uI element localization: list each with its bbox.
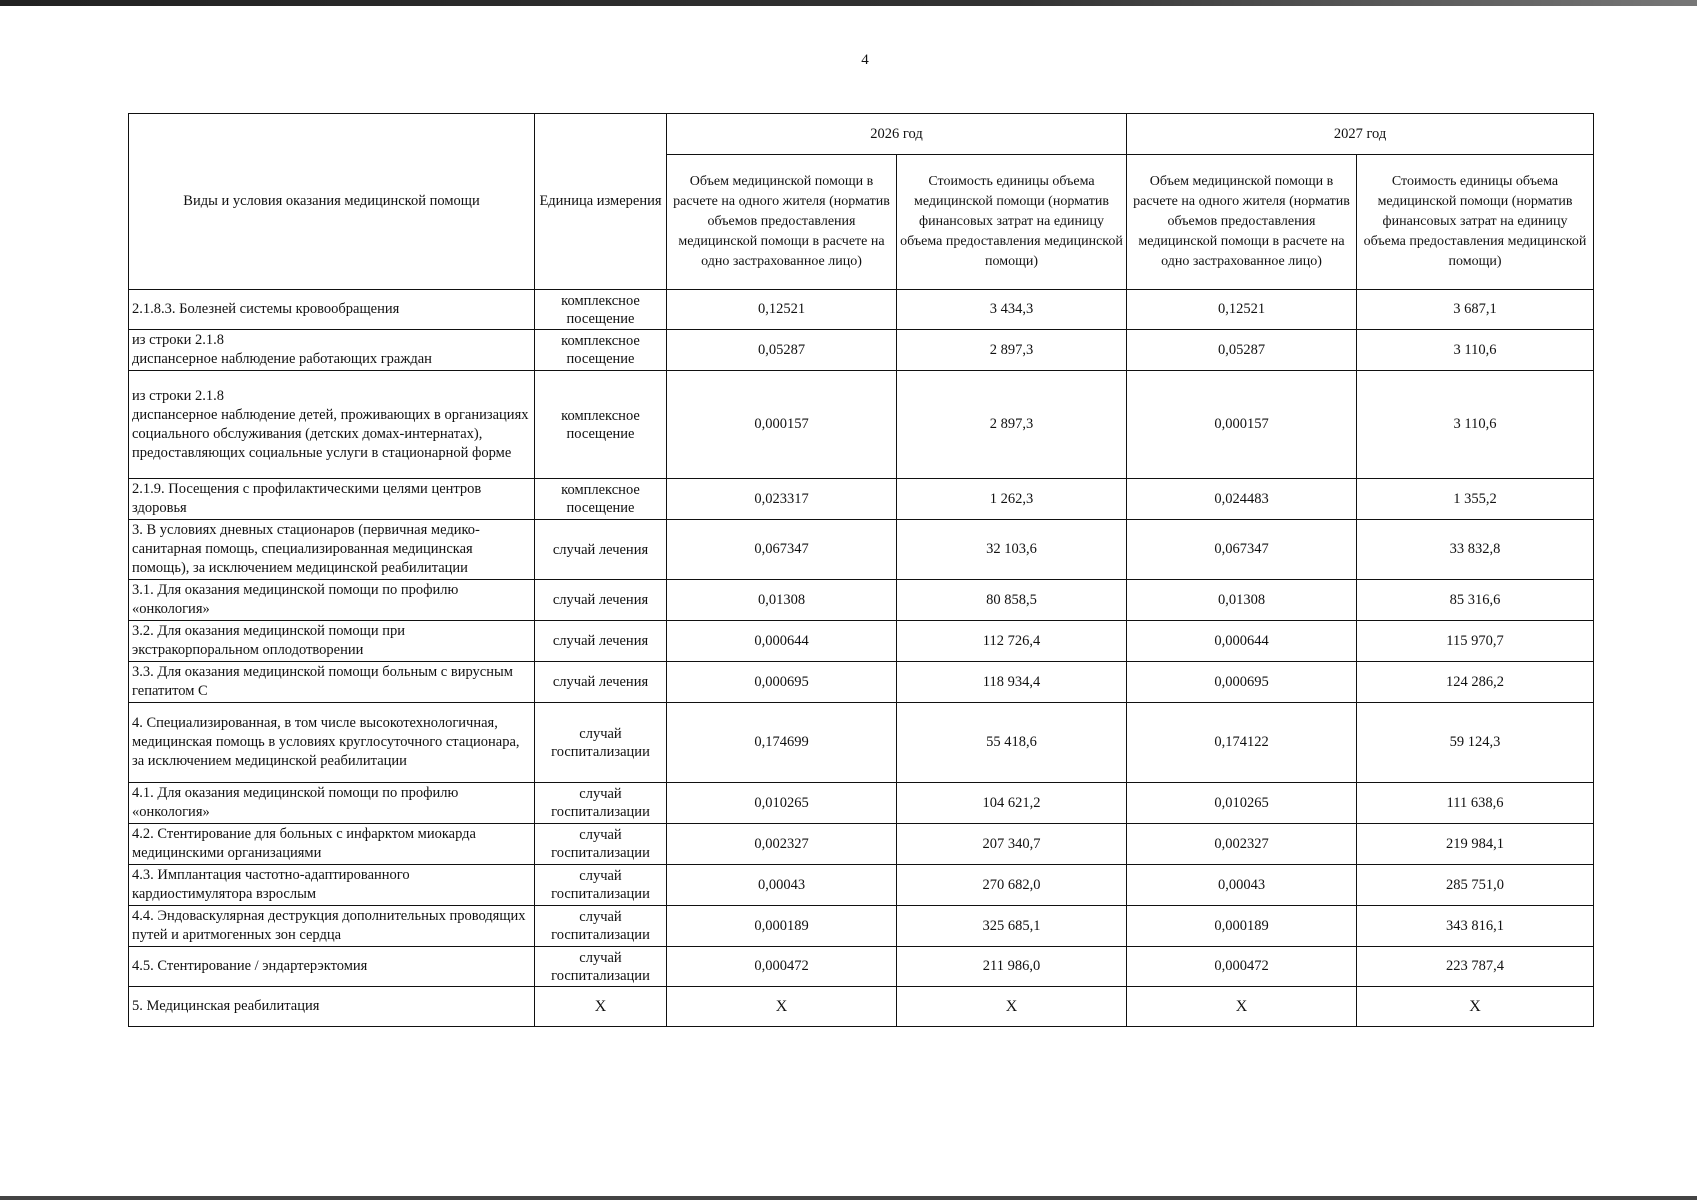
- row-description: 5. Медицинская реабилитация: [129, 987, 535, 1027]
- row-cost-2027: 85 316,6: [1357, 580, 1594, 621]
- row-cost-2027: Х: [1357, 987, 1594, 1027]
- row-cost-2026: 2 897,3: [897, 371, 1127, 479]
- row-cost-2026: 32 103,6: [897, 520, 1127, 580]
- table-row: [129, 479, 1594, 520]
- row-cost-2027: 1 355,2: [1357, 479, 1594, 520]
- row-description: из строки 2.1.8 диспансерное наблюдение работающих граждан: [129, 330, 535, 371]
- header-year-2027: 2027 год: [1127, 114, 1594, 155]
- row-volume-2027: 0,067347: [1127, 520, 1357, 580]
- row-volume-2026: 0,000644: [667, 621, 897, 662]
- header-kind: Виды и условия оказания медицинской помощи: [129, 114, 535, 290]
- table-row: [129, 520, 1594, 580]
- header-unit: Единица измерения: [535, 114, 667, 290]
- row-cost-2026: 211 986,0: [897, 947, 1127, 987]
- row-description: 4.2. Стентирование для больных с инфарктом миокарда медицинскими организациями: [129, 824, 535, 865]
- row-cost-2027: 3 687,1: [1357, 290, 1594, 330]
- row-cost-2026: 270 682,0: [897, 865, 1127, 906]
- row-cost-2027: 223 787,4: [1357, 947, 1594, 987]
- row-cost-2027: 3 110,6: [1357, 330, 1594, 371]
- row-volume-2027: 0,010265: [1127, 783, 1357, 824]
- row-cost-2027: 219 984,1: [1357, 824, 1594, 865]
- row-cost-2026: Х: [897, 987, 1127, 1027]
- row-volume-2027: 0,01308: [1127, 580, 1357, 621]
- row-volume-2027: Х: [1127, 987, 1357, 1027]
- row-cost-2026: 118 934,4: [897, 662, 1127, 703]
- table-row: [129, 906, 1594, 947]
- row-volume-2027: 0,174122: [1127, 703, 1357, 783]
- page-number: 4: [861, 52, 869, 68]
- row-cost-2026: 2 897,3: [897, 330, 1127, 371]
- row-volume-2026: 0,12521: [667, 290, 897, 330]
- row-unit: комплексное посещение: [535, 479, 667, 520]
- row-volume-2027: 0,002327: [1127, 824, 1357, 865]
- row-cost-2027: 343 816,1: [1357, 906, 1594, 947]
- row-unit: комплексное посещение: [535, 371, 667, 479]
- row-cost-2026: 80 858,5: [897, 580, 1127, 621]
- row-volume-2027: 0,000157: [1127, 371, 1357, 479]
- row-cost-2027: 124 286,2: [1357, 662, 1594, 703]
- row-unit: случай госпитализации: [535, 865, 667, 906]
- row-description: 3.3. Для оказания медицинской помощи больным с вирусным гепатитом С: [129, 662, 535, 703]
- header-year-2026: 2026 год: [667, 114, 1127, 155]
- row-volume-2026: 0,000189: [667, 906, 897, 947]
- row-unit: случай госпитализации: [535, 824, 667, 865]
- row-cost-2027: 285 751,0: [1357, 865, 1594, 906]
- table-row: [129, 783, 1594, 824]
- row-volume-2026: 0,010265: [667, 783, 897, 824]
- norms-table: [128, 113, 1594, 1027]
- row-description: 2.1.9. Посещения с профилактическими целями центров здоровья: [129, 479, 535, 520]
- table-row: [129, 371, 1594, 479]
- scan-edge-bottom: [0, 1196, 1697, 1200]
- header-volume-2027: Объем медицинской помощи в расчете на одного жителя (норматив объемов предоставления медицинской помощи в расчете на одно застрахованное лицо): [1127, 155, 1357, 290]
- row-volume-2026: 0,000157: [667, 371, 897, 479]
- row-volume-2027: 0,12521: [1127, 290, 1357, 330]
- row-description: 4.5. Стентирование / эндартерэктомия: [129, 947, 535, 987]
- row-cost-2027: 33 832,8: [1357, 520, 1594, 580]
- row-cost-2026: 3 434,3: [897, 290, 1127, 330]
- row-unit: случай лечения: [535, 621, 667, 662]
- table-row: [129, 580, 1594, 621]
- row-description: 3. В условиях дневных стационаров (первичная медико-санитарная помощь, специализированная медицинская помощь), за исключением медицинской реабилитации: [129, 520, 535, 580]
- row-unit: случай госпитализации: [535, 947, 667, 987]
- row-volume-2026: 0,00043: [667, 865, 897, 906]
- table-row: [129, 290, 1594, 330]
- row-volume-2027: 0,000189: [1127, 906, 1357, 947]
- row-unit: комплексное посещение: [535, 330, 667, 371]
- row-cost-2026: 104 621,2: [897, 783, 1127, 824]
- row-cost-2027: 59 124,3: [1357, 703, 1594, 783]
- row-cost-2026: 207 340,7: [897, 824, 1127, 865]
- row-description: 4. Специализированная, в том числе высокотехнологичная, медицинская помощь в условиях круглосуточного стационара, за исключением медицинской реабилитации: [129, 703, 535, 783]
- header-cost-2027: Стоимость единицы объема медицинской помощи (норматив финансовых затрат на единицу объема предоставления медицинской помощи): [1357, 155, 1594, 290]
- row-cost-2026: 112 726,4: [897, 621, 1127, 662]
- row-unit: Х: [535, 987, 667, 1027]
- table-row: [129, 947, 1594, 987]
- row-volume-2027: 0,000644: [1127, 621, 1357, 662]
- row-cost-2026: 1 262,3: [897, 479, 1127, 520]
- table-row: [129, 824, 1594, 865]
- row-unit: случай лечения: [535, 580, 667, 621]
- row-volume-2026: 0,067347: [667, 520, 897, 580]
- row-cost-2026: 55 418,6: [897, 703, 1127, 783]
- row-description: из строки 2.1.8 диспансерное наблюдение детей, проживающих в организациях социального обслуживания (детских домах-интернатах), предоставляющих социальные услуги в стационарной форме: [129, 371, 535, 479]
- row-volume-2026: 0,002327: [667, 824, 897, 865]
- row-description: 3.2. Для оказания медицинской помощи при экстракорпоральном оплодотворении: [129, 621, 535, 662]
- row-volume-2026: Х: [667, 987, 897, 1027]
- table-row: [129, 865, 1594, 906]
- row-cost-2027: 3 110,6: [1357, 371, 1594, 479]
- table-row: [129, 662, 1594, 703]
- scan-edge-top: [0, 0, 1697, 6]
- header-volume-2026: Объем медицинской помощи в расчете на одного жителя (норматив объемов предоставления медицинской помощи в расчете на одно застрахованное лицо): [667, 155, 897, 290]
- row-volume-2027: 0,05287: [1127, 330, 1357, 371]
- table-body: [129, 290, 1594, 1027]
- row-description: 4.4. Эндоваскулярная деструкция дополнительных проводящих путей и аритмогенных зон сердца: [129, 906, 535, 947]
- row-cost-2027: 115 970,7: [1357, 621, 1594, 662]
- row-unit: случай госпитализации: [535, 703, 667, 783]
- row-volume-2026: 0,05287: [667, 330, 897, 371]
- row-description: 4.1. Для оказания медицинской помощи по профилю «онкология»: [129, 783, 535, 824]
- table-row: [129, 703, 1594, 783]
- row-unit: случай госпитализации: [535, 783, 667, 824]
- row-volume-2026: 0,01308: [667, 580, 897, 621]
- table-row: [129, 987, 1594, 1027]
- table-row: [129, 621, 1594, 662]
- row-volume-2026: 0,000695: [667, 662, 897, 703]
- row-cost-2026: 325 685,1: [897, 906, 1127, 947]
- row-description: 4.3. Имплантация частотно-адаптированного кардиостимулятора взрослым: [129, 865, 535, 906]
- row-unit: случай госпитализации: [535, 906, 667, 947]
- row-volume-2026: 0,174699: [667, 703, 897, 783]
- row-volume-2027: 0,000472: [1127, 947, 1357, 987]
- header-cost-2026: Стоимость единицы объема медицинской помощи (норматив финансовых затрат на единицу объема предоставления медицинской помощи): [897, 155, 1127, 290]
- table-row: [129, 330, 1594, 371]
- row-volume-2026: 0,023317: [667, 479, 897, 520]
- row-description: 3.1. Для оказания медицинской помощи по профилю «онкология»: [129, 580, 535, 621]
- row-unit: случай лечения: [535, 662, 667, 703]
- row-volume-2027: 0,024483: [1127, 479, 1357, 520]
- row-volume-2027: 0,000695: [1127, 662, 1357, 703]
- row-volume-2026: 0,000472: [667, 947, 897, 987]
- row-unit: комплексное посещение: [535, 290, 667, 330]
- row-volume-2027: 0,00043: [1127, 865, 1357, 906]
- row-cost-2027: 111 638,6: [1357, 783, 1594, 824]
- row-description: 2.1.8.3. Болезней системы кровообращения: [129, 290, 535, 330]
- row-unit: случай лечения: [535, 520, 667, 580]
